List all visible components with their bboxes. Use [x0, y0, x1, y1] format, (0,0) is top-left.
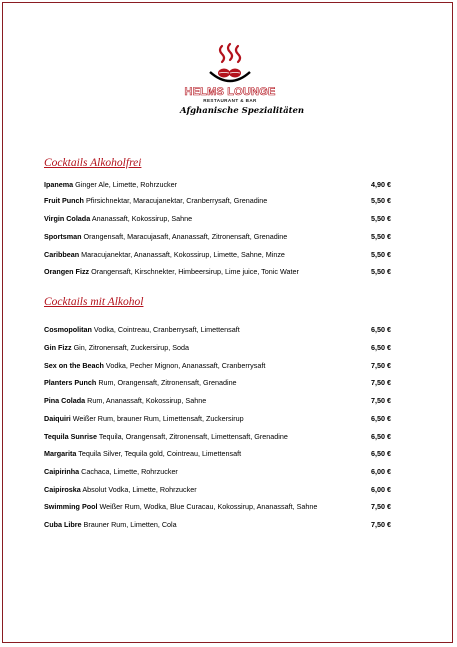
menu-item — [44, 414, 391, 424]
item-name: Ipanema — [44, 180, 74, 189]
item-desc: Ananassaft, Kokossirup, Sahne — [91, 214, 193, 223]
item-name: Sex on the Beach — [44, 361, 104, 370]
menu-item — [44, 378, 391, 388]
item-desc: Rum, Orangensaft, Zitronensaft, Grenadine — [98, 378, 237, 387]
menu-item — [44, 250, 391, 260]
menu-item — [44, 343, 391, 353]
item-price: 7,50 € — [371, 361, 391, 370]
logo-name: HELMS LOUNGE — [184, 86, 276, 98]
item-name: Sportsman — [44, 232, 82, 241]
item-name: Caipirinha — [44, 467, 80, 476]
item-desc: Vodka, Pecher Mignon, Ananassaft, Cranberrysaft — [105, 361, 266, 370]
menu-item — [44, 502, 391, 512]
item-desc: Weißer Rum, brauner Rum, Limettensaft, Zuckersirup — [72, 414, 244, 423]
item-name: Gin Fizz — [44, 343, 72, 352]
item-desc: Tequila Silver, Tequila gold, Cointreau, Limettensaft — [78, 449, 242, 458]
item-desc: Orangensaft, Kirschnekter, Himbeersirup, Lime juice, Tonic Water — [91, 267, 299, 276]
item-name: Swimming Pool — [44, 502, 98, 511]
menu-item — [44, 214, 391, 224]
menu-item — [44, 520, 391, 530]
item-price: 5,50 € — [371, 250, 391, 259]
item-desc: Orangensaft, Maracujasaft, Ananassaft, Zitronensaft, Grenadine — [83, 232, 288, 241]
item-price: 5,50 € — [371, 196, 391, 205]
item-price: 5,50 € — [371, 267, 391, 276]
item-price: 6,00 € — [371, 467, 391, 476]
item-name: Tequila Sunrise — [44, 432, 97, 441]
menu-item — [44, 485, 391, 495]
item-price: 4,90 € — [371, 180, 391, 189]
item-price: 7,50 € — [371, 520, 391, 529]
item-desc: Absolut Vodka, Limette, Rohrzucker — [82, 485, 197, 494]
item-price: 6,50 € — [371, 343, 391, 352]
item-name: Fruit Punch — [44, 196, 84, 205]
menu-item — [44, 361, 391, 371]
menu-item — [44, 180, 391, 190]
item-desc: Rum, Ananassaft, Kokossirup, Sahne — [87, 396, 207, 405]
menu-item — [44, 196, 391, 206]
menu-item — [44, 467, 391, 477]
section-title-mit-alkohol: Cocktails mit Alkohol — [44, 296, 144, 308]
item-desc: Maracujanektar, Ananassaft, Kokossirup, Limette, Sahne, Minze — [81, 250, 285, 259]
item-price: 6,50 € — [371, 414, 391, 423]
item-price: 5,50 € — [371, 214, 391, 223]
item-desc: Weißer Rum, Wodka, Blue Curacau, Kokossirup, Ananassaft, Sahne — [99, 502, 318, 511]
item-price: 7,50 € — [371, 396, 391, 405]
item-price: 6,50 € — [371, 449, 391, 458]
item-desc: Gin, Zitronensaft, Zuckersirup, Soda — [73, 343, 190, 352]
item-name: Pina Colada — [44, 396, 86, 405]
logo-tagline: Afghanische Spezialitäten — [180, 106, 305, 116]
item-price: 7,50 € — [371, 502, 391, 511]
item-price: 6,50 € — [371, 432, 391, 441]
item-desc: Brauner Rum, Limetten, Cola — [83, 520, 177, 529]
menu-item — [44, 449, 391, 459]
item-name: Cuba Libre — [44, 520, 82, 529]
logo — [180, 42, 305, 128]
menu-item — [44, 325, 391, 335]
coffee-beans-bowl-icon — [200, 42, 260, 86]
item-price: 5,50 € — [371, 232, 391, 241]
menu-item — [44, 432, 391, 442]
item-price: 6,00 € — [371, 485, 391, 494]
item-name: Caribbean — [44, 250, 80, 259]
item-price: 6,50 € — [371, 325, 391, 334]
item-price: 7,50 € — [371, 378, 391, 387]
item-name: Margarita — [44, 449, 77, 458]
item-name: Orangen Fizz — [44, 267, 90, 276]
item-name: Caipiroska — [44, 485, 81, 494]
section-title-alkoholfrei: Cocktails Alkoholfrei — [44, 157, 142, 169]
item-desc: Pfirsichnektar, Maracujanektar, Cranberrysaft, Grenadine — [85, 196, 268, 205]
item-desc: Vodka, Cointreau, Cranberrysaft, Limettensaft — [93, 325, 240, 334]
item-name: Cosmopolitan — [44, 325, 92, 334]
item-name: Daiquiri — [44, 414, 71, 423]
item-desc: Cachaca, Limette, Rohrzucker — [81, 467, 178, 476]
menu-item — [44, 267, 391, 277]
menu-item — [44, 396, 391, 406]
logo-subtitle: RESTAURANT & BAR — [203, 98, 257, 103]
item-name: Virgin Colada — [44, 214, 91, 223]
menu-item — [44, 232, 391, 242]
item-desc: Tequila, Orangensaft, Zitronensaft, Limettensaft, Grenadine — [98, 432, 288, 441]
item-name: Planters Punch — [44, 378, 97, 387]
item-desc: Ginger Ale, Limette, Rohrzucker — [75, 180, 178, 189]
